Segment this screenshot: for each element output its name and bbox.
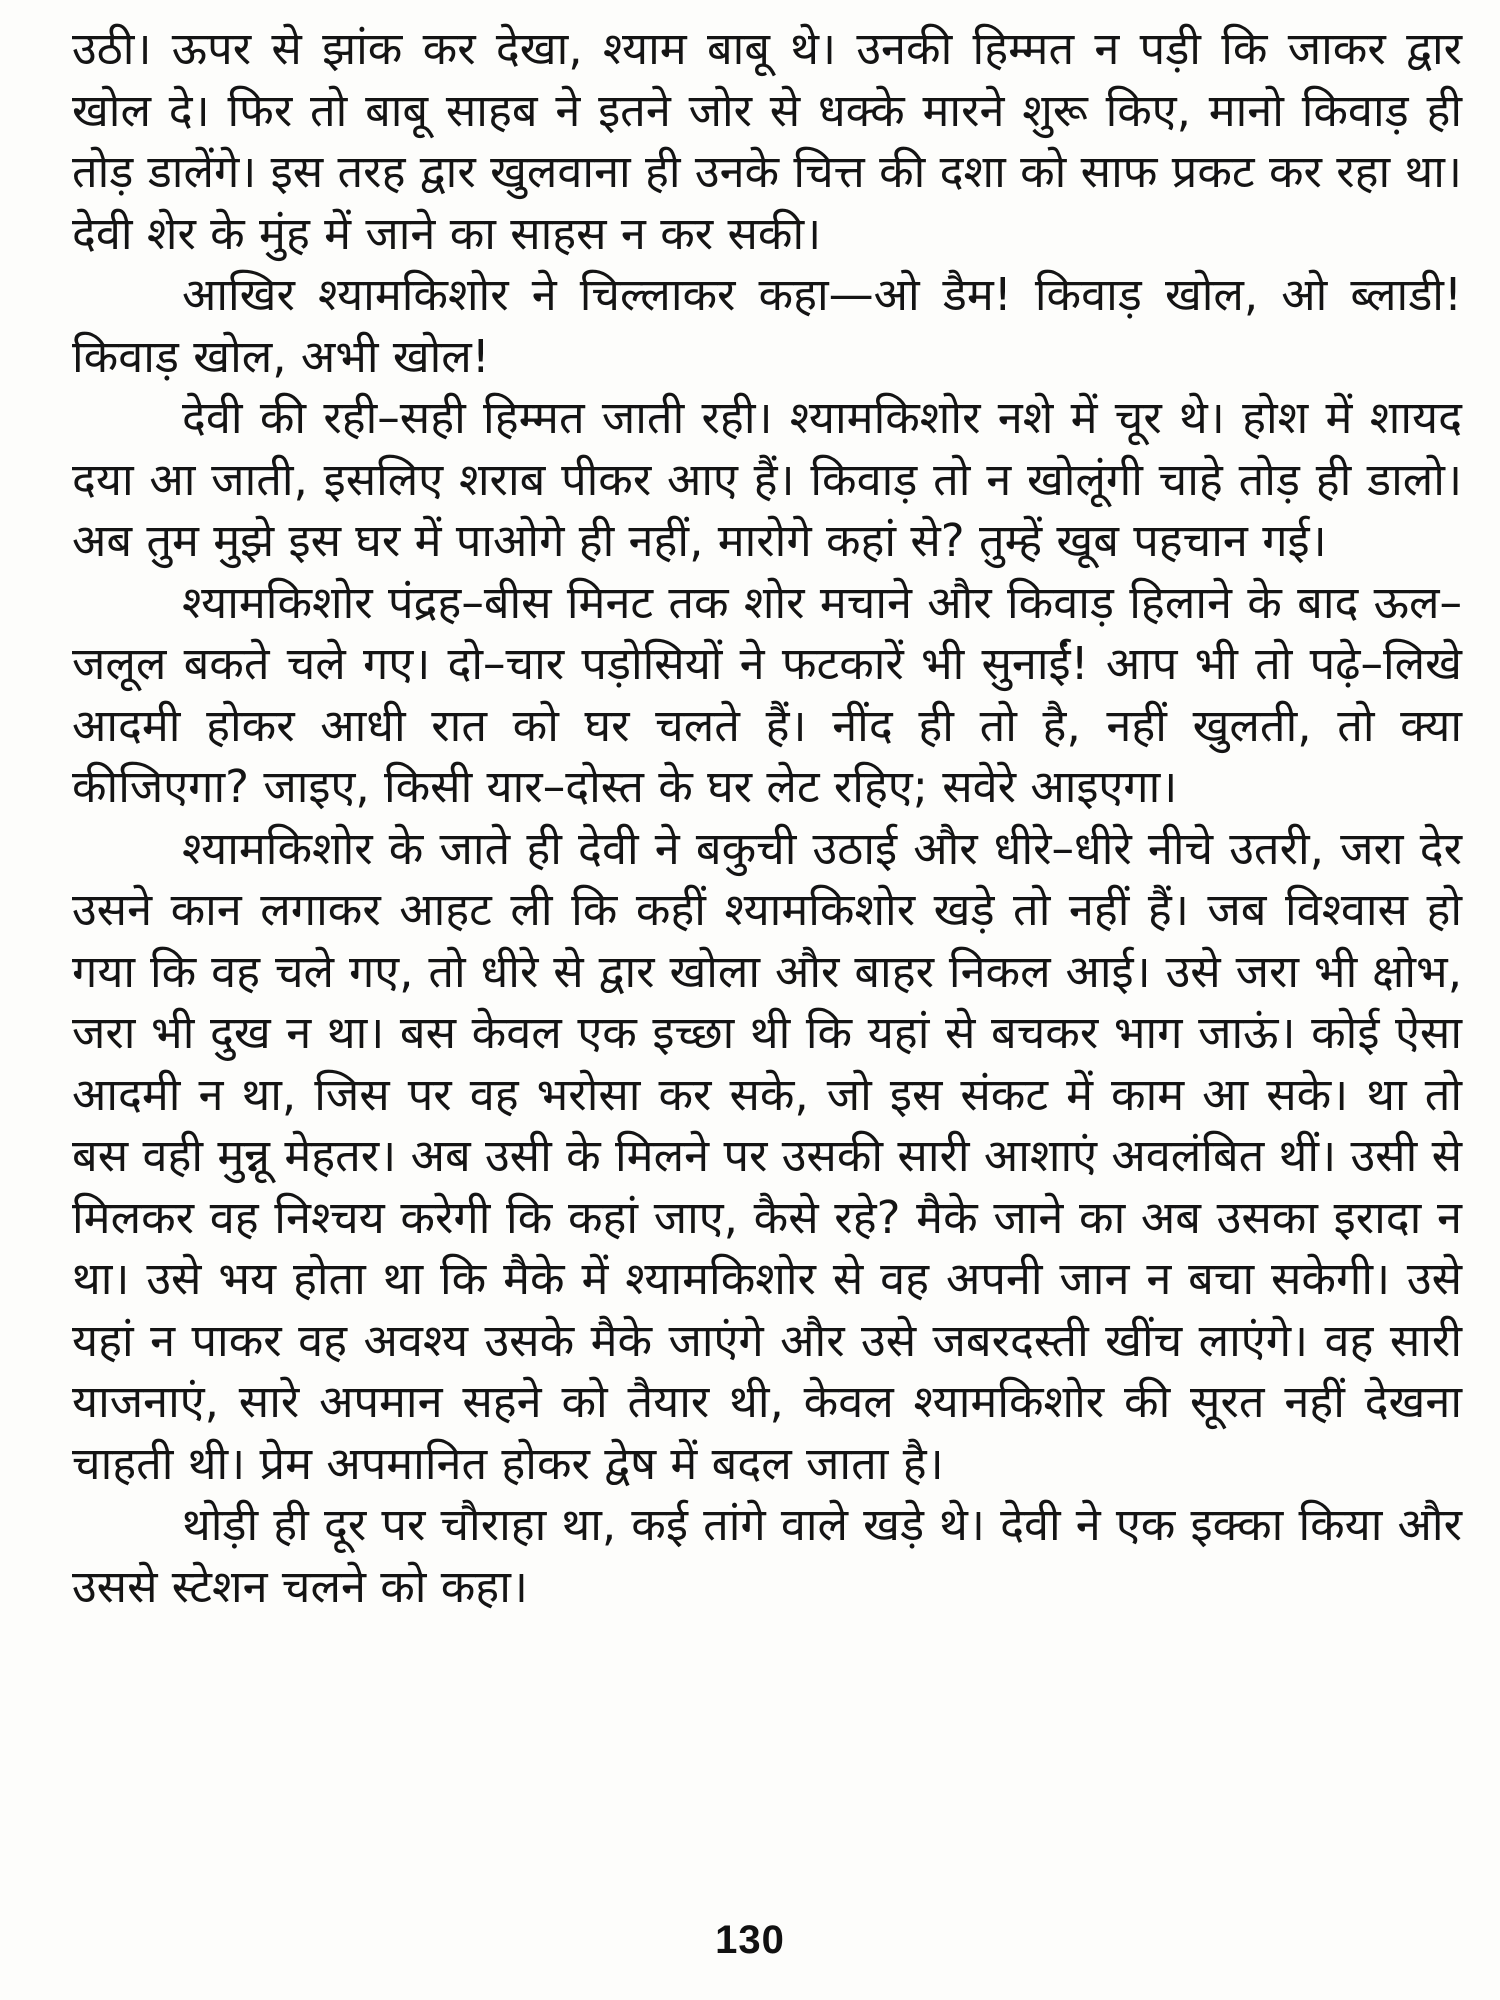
paragraph-1: उठी। ऊपर से झांक कर देखा, श्याम बाबू थे। उनकी हिम्मत न पड़ी कि जाकर द्वार खोल दे। फिर तो बाबू साहब ने इतने जोर से धक्के मारने शुरू किए, मानो किवाड़ ही तोड़ डालेंगे। इस तरह द्वार खुलवाना ही उनके चित्त की दशा को साफ प्रकट कर रहा था। देवी शेर के मुंह में जाने का साहस न कर सकी। xyxy=(72,22,1462,260)
paragraph-5: श्यामकिशोर के जाते ही देवी ने बकुची उठाई और धीरे–धीरे नीचे उतरी, जरा देर उसने कान लगाकर आहट ली कि कहीं श्यामकिशोर खड़े तो नहीं हैं। जब विश्वास हो गया कि वह चले गए, तो धीरे से द्वार खोला और बाहर निकल आई। उसे जरा भी क्षोभ, जरा भी दुख न था। बस केवल एक इच्छा थी कि यहां से बचकर भाग जाऊं। कोई ऐसा आदमी न था, जिस पर वह भरोसा कर सके, जो इस संकट में काम आ सके। था तो बस वही मुन्नू मेहतर। अब उसी के मिलने पर उसकी सारी आशाएं अवलंबित थीं। उसी से मिलकर वह निश्चय करेगी कि कहां जाए, कैसे रहे? मैके जाने का अब उसका इरादा न था। उसे भय होता था कि मैके में श्यामकिशोर से वह अपनी जान न बचा सकेगी। उसे यहां न पाकर वह अवश्य उसके मैके जाएंगे और उसे जबरदस्ती खींच लाएंगे। वह सारी याजनाएं, सारे अपमान सहने को तैयार थी, केवल श्यामकिशोर की सूरत नहीं देखना चाहती थी। प्रेम अपमानित होकर द्वेष में बदल जाता है। xyxy=(72,821,1462,1490)
page-text-body xyxy=(72,18,1462,1617)
paragraph-6: थोड़ी ही दूर पर चौराहा था, कई तांगे वाले खड़े थे। देवी ने एक इक्का किया और उससे स्टेशन चलने को कहा। xyxy=(72,1498,1462,1613)
paragraph-2: आखिर श्यामकिशोर ने चिल्लाकर कहा—ओ डैम! किवाड़ खोल, ओ ब्लाडी! किवाड़ खोल, अभी खोल! xyxy=(72,268,1462,383)
page-number: 130 xyxy=(715,1918,785,1962)
paragraph-3: देवी की रही–सही हिम्मत जाती रही। श्यामकिशोर नशे में चूर थे। होश में शायद दया आ जाती, इसलिए शराब पीकर आए हैं। किवाड़ तो न खोलूंगी चाहे तोड़ ही डालो। अब तुम मुझे इस घर में पाओगे ही नहीं, मारोगे कहां से? तुम्हें खूब पहचान गई। xyxy=(72,391,1462,567)
paragraph-4: श्यामकिशोर पंद्रह–बीस मिनट तक शोर मचाने और किवाड़ हिलाने के बाद ऊल–जलूल बकते चले गए। दो–चार पड़ोसियों ने फटकारें भी सुनाईं! आप भी तो पढ़े–लिखे आदमी होकर आधी रात को घर चलते हैं। नींद ही तो है, नहीं खुलती, तो क्या कीजिएगा? जाइए, किसी यार–दोस्त के घर लेट रहिए; सवेरे आइएगा। xyxy=(72,575,1462,813)
